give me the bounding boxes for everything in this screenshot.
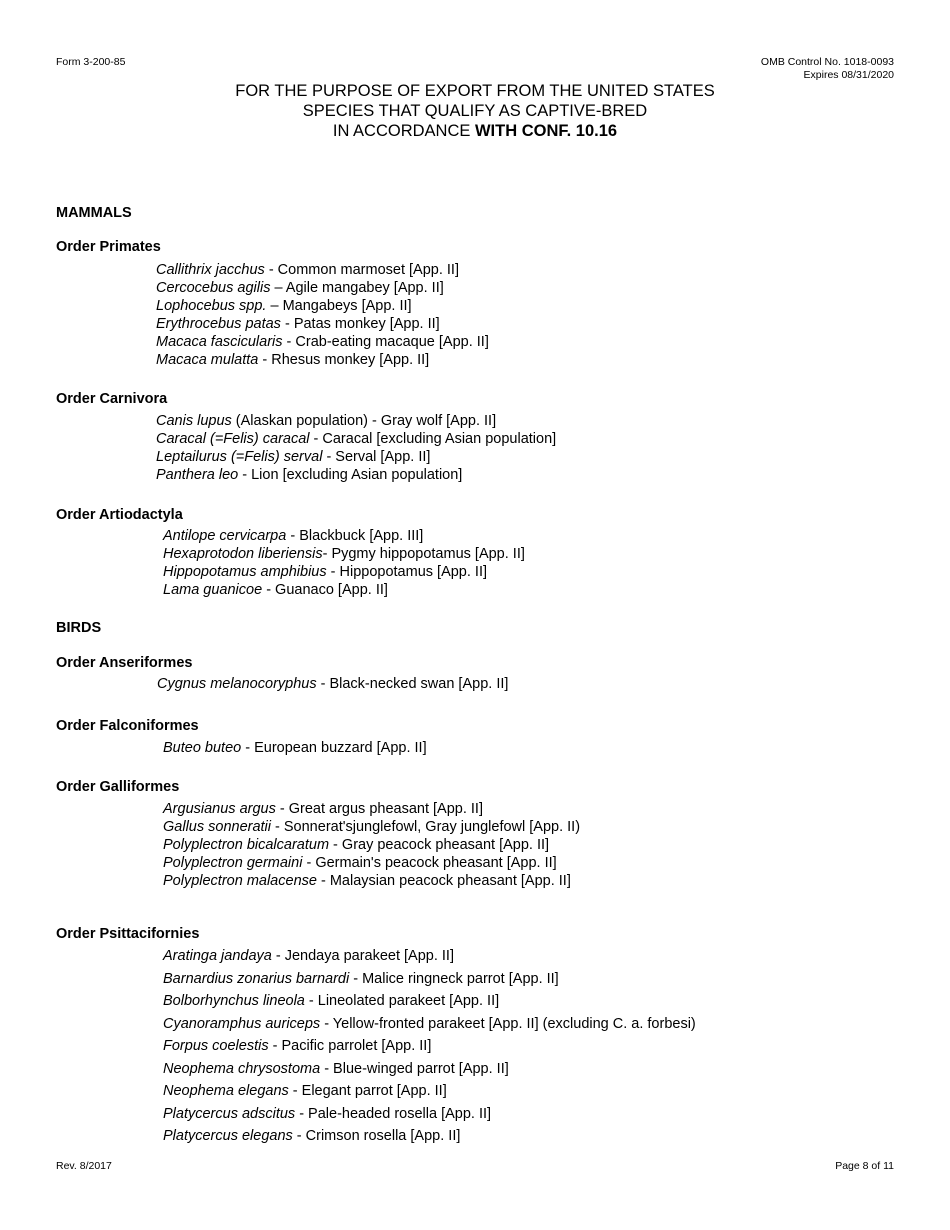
species-entry xyxy=(163,1013,696,1036)
species-list-primates xyxy=(156,261,489,369)
species-entry xyxy=(163,1035,696,1058)
scientific-name: Platycercus adscitus xyxy=(163,1105,296,1122)
common-name-appendix: – Agile mangabey [App. II] xyxy=(270,280,444,296)
common-name-appendix: - Guanaco [App. II] xyxy=(262,582,388,598)
species-entry xyxy=(163,990,696,1013)
common-name-appendix: - Yellow-fronted parakeet [App. II] (excluding C. a. forbesi) xyxy=(320,1015,696,1032)
species-entry xyxy=(156,430,556,448)
title-line-3 xyxy=(0,121,950,141)
common-name-appendix: - Crimson rosella [App. II] xyxy=(292,1128,461,1144)
species-entry xyxy=(156,448,556,466)
scientific-name: Platycercus elegans xyxy=(163,1128,293,1144)
species-entry xyxy=(163,854,580,872)
species-entry xyxy=(163,1058,696,1081)
common-name-appendix: - Blackbuck [App. III] xyxy=(286,528,424,544)
species-list-artiodactyla xyxy=(163,527,525,599)
scientific-name: Antilope cervicarpa xyxy=(163,528,287,544)
common-name-appendix: - Lion [excluding Asian population] xyxy=(238,467,463,483)
species-entry xyxy=(163,836,580,854)
common-name-appendix: - Serval [App. II] xyxy=(322,449,431,465)
order-heading-anseriformes: Order Anseriformes xyxy=(56,655,193,671)
species-entry xyxy=(163,1080,696,1103)
revision-date: Rev. 8/2017 xyxy=(56,1160,112,1172)
scientific-name: Erythrocebus patas xyxy=(156,316,281,332)
order-heading-psittaciformes: Order Psittacifornies xyxy=(56,926,200,942)
common-name-appendix: - European buzzard [App. II] xyxy=(241,740,427,756)
scientific-name: Canis lupus xyxy=(156,413,232,429)
species-entry xyxy=(163,581,525,599)
scientific-name: Hippopotamus amphibius xyxy=(163,564,327,580)
species-entry xyxy=(163,800,580,818)
order-heading-artiodactyla: Order Artiodactyla xyxy=(56,507,183,523)
common-name-appendix: (Alaskan population) - Gray wolf [App. II] xyxy=(231,413,497,429)
common-name-appendix: - Crab-eating macaque [App. II] xyxy=(282,334,489,350)
scientific-name: Neophema elegans xyxy=(163,1083,289,1099)
common-name-appendix: - Hippopotamus [App. II] xyxy=(326,564,488,580)
species-list-psittaciformes xyxy=(163,945,696,1148)
species-entry xyxy=(156,279,489,297)
class-heading-mammals: MAMMALS xyxy=(56,205,132,221)
title-line-1: FOR THE PURPOSE OF EXPORT FROM THE UNITED STATES xyxy=(235,82,715,100)
species-entry xyxy=(163,1103,696,1126)
scientific-name: Cercocebus agilis xyxy=(156,280,271,296)
common-name-appendix: - Great argus pheasant [App. II] xyxy=(275,801,483,817)
species-entry xyxy=(163,872,580,890)
common-name-appendix: - Pygmy hippopotamus [App. II] xyxy=(322,546,525,562)
class-heading-birds: BIRDS xyxy=(56,620,102,636)
common-name-appendix: - Blue-winged parrot [App. II] xyxy=(320,1060,509,1077)
scientific-name: Hexaprotodon liberiensis xyxy=(163,546,323,562)
species-entry xyxy=(163,527,525,545)
species-entry xyxy=(163,818,580,836)
species-entry xyxy=(156,466,556,484)
common-name-appendix: - Pacific parrolet [App. II] xyxy=(268,1038,432,1054)
common-name-appendix: - Germain's peacock pheasant [App. II] xyxy=(302,855,557,871)
title-line-3-bold: WITH CONF. 10.16 xyxy=(474,122,618,140)
species-entry xyxy=(156,261,489,279)
order-heading-carnivora: Order Carnivora xyxy=(56,391,168,407)
scientific-name: Caracal (=Felis) caracal xyxy=(156,431,310,447)
expiration-date: Expires 08/31/2020 xyxy=(803,69,894,81)
common-name-appendix: - Jendaya parakeet [App. II] xyxy=(271,948,454,964)
species-entry xyxy=(163,1125,696,1148)
order-heading-galliformes: Order Galliformes xyxy=(56,779,180,795)
omb-control-number: OMB Control No. 1018-0093 xyxy=(760,56,894,68)
common-name-appendix: - Common marmoset [App. II] xyxy=(264,262,459,278)
scientific-name: Polyplectron germaini xyxy=(163,855,303,871)
scientific-name: Bolborhynchus lineola xyxy=(163,993,305,1009)
scientific-name: Cygnus melanocoryphus xyxy=(157,676,317,692)
species-entry xyxy=(163,968,696,991)
order-heading-falconiformes: Order Falconiformes xyxy=(56,718,199,734)
scientific-name: Forpus coelestis xyxy=(163,1038,269,1054)
scientific-name: Panthera leo xyxy=(156,467,239,483)
scientific-name: Gallus sonneratii xyxy=(163,819,271,835)
species-list-galliformes xyxy=(163,800,580,890)
scientific-name: Polyplectron bicalcaratum xyxy=(163,837,330,853)
form-number: Form 3-200-85 xyxy=(56,56,126,68)
species-entry xyxy=(156,412,556,430)
common-name-appendix: - Lineolated parakeet [App. II] xyxy=(304,993,500,1009)
scientific-name: Lama guanicoe xyxy=(163,582,263,598)
title-line-2: SPECIES THAT QUALIFY AS CAPTIVE-BRED xyxy=(302,102,648,120)
species-entry xyxy=(156,351,489,369)
scientific-name: Leptailurus (=Felis) serval xyxy=(156,449,323,465)
species-list-carnivora xyxy=(156,412,556,484)
scientific-name: Neophema chrysostoma xyxy=(163,1060,321,1077)
common-name-appendix: - Black-necked swan [App. II] xyxy=(316,676,509,692)
scientific-name: Cyanoramphus auriceps xyxy=(163,1015,321,1032)
order-heading-primates: Order Primates xyxy=(56,239,161,255)
common-name-appendix: – Mangabeys [App. II] xyxy=(266,298,412,314)
species-entry xyxy=(163,945,696,968)
species-list-falconiformes xyxy=(163,739,427,757)
scientific-name: Polyplectron malacense xyxy=(163,873,317,889)
common-name-appendix: - Sonnerat'sjunglefowl, Gray junglefowl [App. II) xyxy=(271,819,581,835)
page-number: Page 8 of 11 xyxy=(835,1160,894,1172)
common-name-appendix: - Gray peacock pheasant [App. II] xyxy=(329,837,550,853)
scientific-name: Barnardius zonarius barnardi xyxy=(163,970,350,987)
species-entry xyxy=(163,563,525,581)
common-name-appendix: - Elegant parrot [App. II] xyxy=(288,1083,447,1099)
scientific-name: Callithrix jacchus xyxy=(156,262,265,278)
scientific-name: Argusianus argus xyxy=(163,801,276,817)
species-entry xyxy=(156,297,489,315)
species-entry xyxy=(157,675,508,693)
species-list-anseriformes xyxy=(157,675,508,693)
scientific-name: Macaca fascicularis xyxy=(156,334,283,350)
species-entry xyxy=(163,545,525,563)
document-title xyxy=(0,81,950,141)
scientific-name: Buteo buteo xyxy=(163,740,242,756)
common-name-appendix: - Malice ringneck parrot [App. II] xyxy=(349,970,559,987)
common-name-appendix: - Pale-headed rosella [App. II] xyxy=(295,1105,492,1122)
species-entry xyxy=(163,739,427,757)
common-name-appendix: - Patas monkey [App. II] xyxy=(280,316,440,332)
common-name-appendix: - Caracal [excluding Asian population] xyxy=(309,431,557,447)
species-entry xyxy=(156,333,489,351)
common-name-appendix: - Rhesus monkey [App. II] xyxy=(258,352,430,368)
title-line-3-prefix: IN ACCORDANCE xyxy=(332,122,475,140)
scientific-name: Lophocebus spp. xyxy=(156,298,267,314)
scientific-name: Macaca mulatta xyxy=(156,352,259,368)
species-entry xyxy=(156,315,489,333)
scientific-name: Aratinga jandaya xyxy=(163,948,272,964)
common-name-appendix: - Malaysian peacock pheasant [App. II] xyxy=(316,873,571,889)
omb-control-block xyxy=(761,56,894,82)
